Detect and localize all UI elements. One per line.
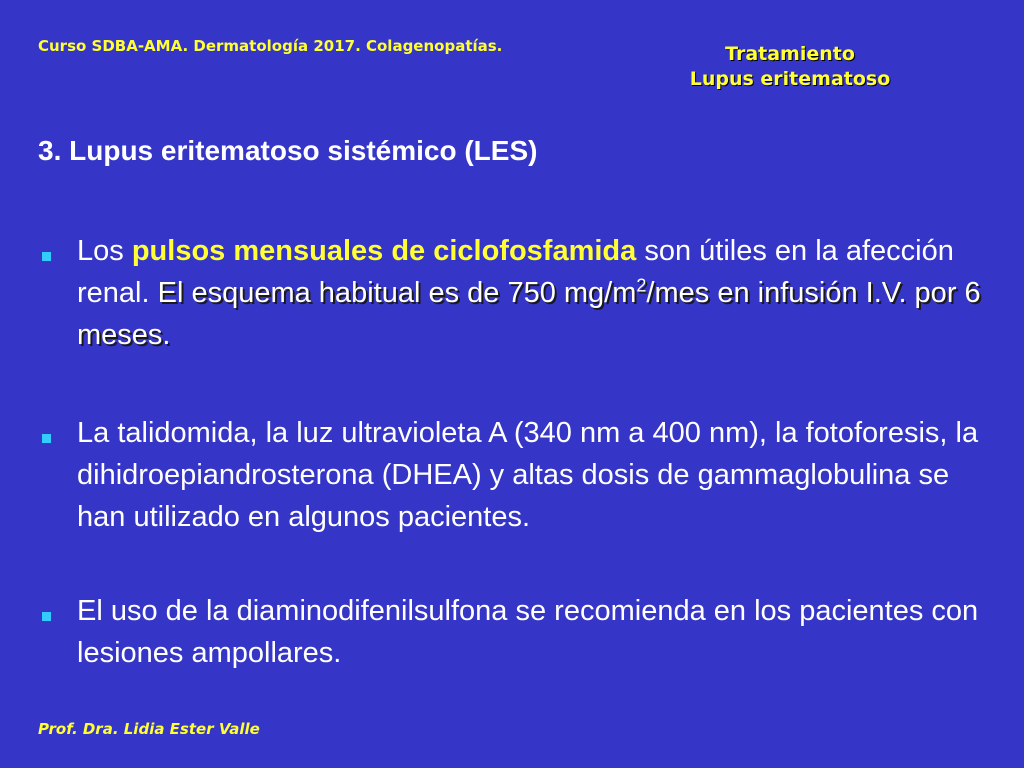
- square-bullet-icon: [42, 612, 51, 621]
- square-bullet-icon: [42, 252, 51, 261]
- shadowed-text-part: El esquema habitual es de 750 mg/m: [157, 277, 637, 309]
- bullet-text: La talidomida, la luz ultravioleta A (340 nm a 400 nm), la fotoforesis, la dihidroepiandrosterona (DHEA) y altas dosis de gammaglobulina se han utilizado en algunos pacientes.: [77, 417, 979, 533]
- topic-line-2: Lupus eritematoso: [689, 68, 891, 90]
- bullet-text-part: Los: [77, 235, 132, 267]
- topic-header: [640, 42, 940, 92]
- shadowed-text: [77, 277, 981, 351]
- highlight-text: pulsos mensuales de ciclofosfamida: [131, 235, 637, 267]
- square-bullet-icon: [42, 434, 51, 443]
- bullet-text: [77, 230, 1002, 356]
- superscript: 2: [636, 275, 647, 296]
- shadowed-text-part: /mes en infusión I.V. por 6 meses.: [77, 277, 981, 351]
- course-header: Curso SDBA-AMA. Dermatología 2017. Colagenopatías.: [38, 37, 503, 55]
- topic-line-1: Tratamiento: [725, 43, 855, 65]
- author-footer: Prof. Dra. Lidia Ester Valle: [38, 720, 260, 738]
- bullet-text: El uso de la diaminodifenilsulfona se recomienda en los pacientes con lesiones ampollares.: [77, 595, 979, 669]
- bullet-text-part: son útiles en la afección renal.: [77, 235, 954, 309]
- section-title: 3. Lupus eritematoso sistémico (LES): [38, 135, 538, 166]
